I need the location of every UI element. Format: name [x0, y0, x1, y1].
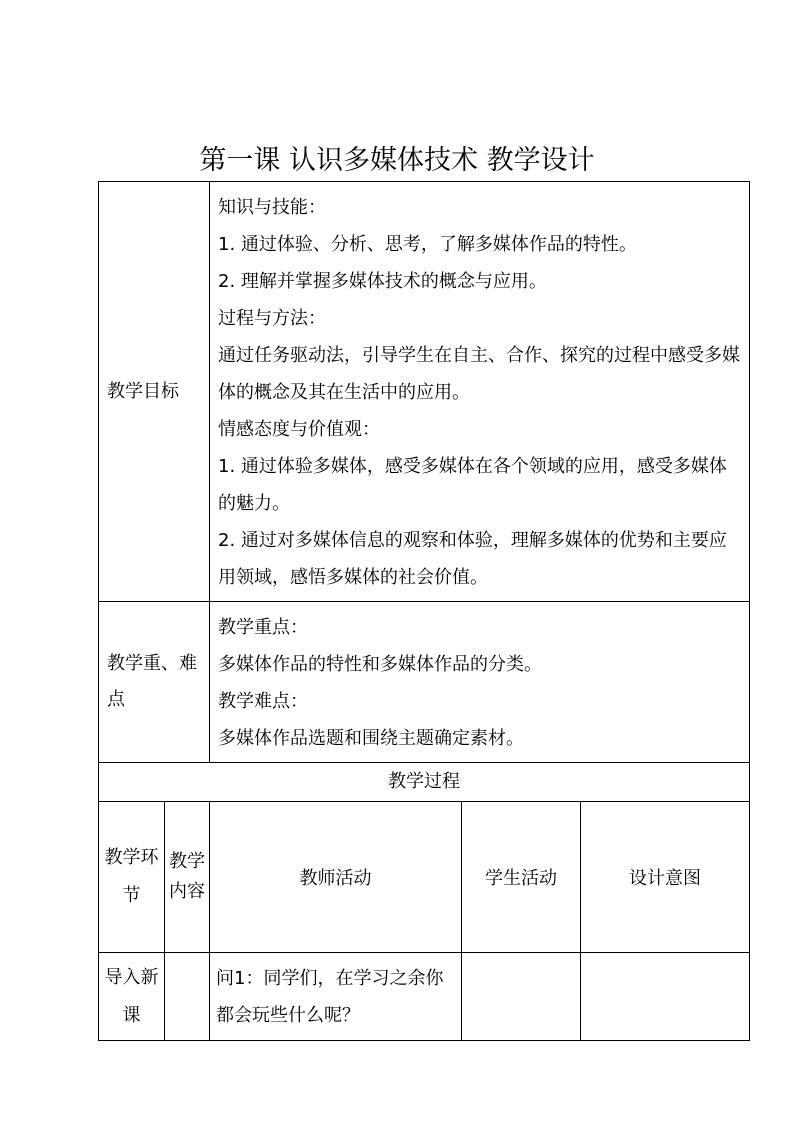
objectives-row: [99, 182, 750, 602]
objectives-content: [210, 182, 750, 602]
column-student: 学生活动: [462, 802, 581, 953]
objectives-line: 通过任务驱动法，引导学生在自主、合作、探究的过程中感受多媒体的概念及其在生活中的应用。: [218, 345, 740, 403]
column-teacher: 教师活动: [210, 802, 462, 953]
process-heading-row: [99, 763, 750, 802]
objectives-line: 知识与技能：: [218, 197, 326, 218]
key-points-label: 教学重、难点: [99, 602, 210, 763]
row-intent: [581, 953, 750, 1041]
key-points-line: 教学难点：: [218, 691, 308, 712]
process-columns-row: [99, 802, 750, 953]
column-intent: 设计意图: [581, 802, 750, 953]
key-points-content: [210, 602, 750, 763]
row-stage: 导入新课: [99, 953, 165, 1041]
objectives-label: 教学目标: [99, 182, 210, 602]
lesson-plan-table: [98, 181, 750, 1041]
objectives-line: 情感态度与价值观：: [218, 419, 380, 440]
document-title: 第一课 认识多媒体技术 教学设计: [199, 145, 595, 176]
row-teacher: 问1：同学们，在学习之余你都会玩些什么呢？: [210, 953, 462, 1041]
objectives-line: 过程与方法：: [218, 308, 326, 329]
key-points-line: 多媒体作品选题和围绕主题确定素材。: [218, 728, 524, 749]
column-content: 教学内容: [165, 802, 210, 953]
objectives-line: 2. 理解并掌握多媒体技术的概念与应用。: [218, 271, 547, 292]
key-points-row: [99, 602, 750, 763]
row-student: [462, 953, 581, 1041]
row-content: [165, 953, 210, 1041]
key-points-line: 多媒体作品的特性和多媒体作品的分类。: [218, 654, 542, 675]
key-points-line: 教学重点：: [218, 617, 308, 638]
column-stage: 教学环节: [99, 802, 165, 953]
objectives-line: 1. 通过体验、分析、思考，了解多媒体作品的特性。: [218, 234, 637, 255]
objectives-line: 1. 通过体验多媒体，感受多媒体在各个领域的应用，感受多媒体的魅力。: [218, 456, 727, 514]
objectives-line: 2. 通过对多媒体信息的观察和体验，理解多媒体的优势和主要应用领域，感悟多媒体的社会价值。: [218, 530, 727, 588]
process-row: [99, 953, 750, 1041]
process-heading: 教学过程: [99, 763, 750, 802]
